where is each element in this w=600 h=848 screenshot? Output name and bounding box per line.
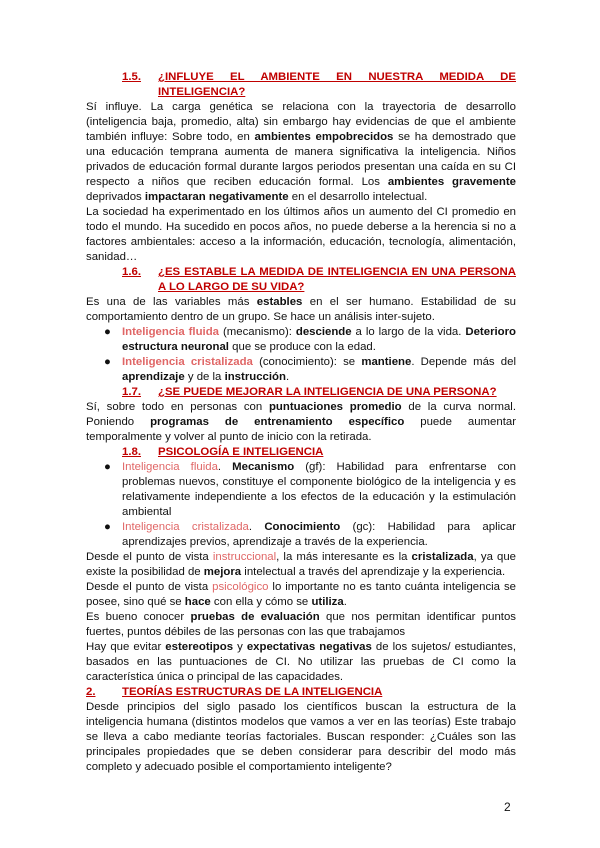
section-heading-1-5 [122,70,516,100]
section-title: ¿ES ESTABLE LA MEDIDA DE INTELIGENCIA EN UNA PERSONA A LO LARGO DE SU VIDA? [158,266,516,293]
stability-list [86,325,516,385]
section-title: TEORÍAS ESTRUCTURAS DE LA INTELIGENCIA [122,686,383,698]
list-item: ● Inteligencia fluida. Mecanismo (gf): Habilidad para enfrentarse con problemas nuevos, constituye el componente biológico de la inteligencia y es relativamente independiente a los efectos de la educación y la estimulación ambiental [104,461,516,518]
paragraph-environment: Sí influye. La carga genética se relaciona con la trayectoria de desarrollo (inteligencia baja, promedio, alta) sin embargo hay evidencias de que el ambiente también influye: Sobre todo, en ambientes empobrecidos se ha demostrado que una educación temprana aumenta de manera significativa la inteligencia. Niños privados de educación formal durante largos periodos presentan una caída en su CI respecto a niños que reciben educación formal. Los ambientes gravemente deprivados impactaran negativamente en el desarrollo intelectual. [86,101,517,203]
paragraph-improve: Sí, sobre todo en personas con puntuaciones promedio de la curva normal. Poniendo programas de entrenamiento específico puede aumentar temporalmente y volver al punto de inicio con la retirada. [86,401,516,443]
section-title: PSICOLOGÍA E INTELIGENCIA [158,446,324,458]
page-number: 2 [504,800,511,814]
bullet-icon: ● [104,461,111,473]
list-item: ● Inteligencia fluida (mecanismo): desciende a lo largo de la vida. Deterioro estructura neuronal que se produce con la edad. [104,326,517,353]
paragraph-instructional: Desde el punto de vista instruccional, la más interesante es la cristalizada, ya que existe la posibilidad de mejora intelectual a través del aprendizaje y la experiencia. [86,551,516,578]
section-heading-1-7 [122,385,516,400]
paragraph-evaluation: Es bueno conocer pruebas de evaluación que nos permitan identificar puntos fuertes, puntos débiles de las personas con las que trabajamos [86,611,516,638]
section-title: ¿INFLUYE EL AMBIENTE EN NUESTRA MEDIDA DE INTELIGENCIA? [158,71,516,98]
list-item: ● Inteligencia cristalizada (conocimiento): se mantiene. Depende más del aprendizaje y de la instrucción. [104,356,516,383]
section-heading-2 [86,685,516,700]
section-title: ¿SE PUEDE MEJORAR LA INTELIGENCIA DE UNA PERSONA? [158,386,497,398]
section-number: 1.6. [122,266,141,278]
section-heading-1-8 [122,445,516,460]
bullet-icon: ● [104,521,111,533]
list-item: ● Inteligencia cristalizada. Conocimiento (gc): Habilidad para aplicar aprendizajes previos, aprendizaje a través de la experiencia. [104,521,516,548]
section-number: 2. [86,686,96,698]
paragraph-stability: Es una de las variables más estables en el ser humano. Estabilidad de su comportamiento dentro de un grupo. Se hace un análisis inter-sujeto. [86,296,516,323]
bullet-icon: ● [104,356,111,368]
paragraph-stereotypes: Hay que evitar estereotipos y expectativas negativas de los sujetos/ estudiantes, basados en las puntuaciones de CI. No utilizar las pruebas de CI como la característica única o principal de las capacidades. [86,641,516,683]
psychology-list [86,460,516,550]
bullet-icon: ● [104,326,111,338]
section-number: 1.7. [122,386,141,398]
paragraph-flynn: La sociedad ha experimentado en los últimos años un aumento del CI promedio en todo el mundo. Ha sucedido en pocos años, no puede deberse a la herencia si no a factores ambientales: acceso a la información, educación, tecnología, alimentación, sanidad… [86,206,516,263]
paragraph-structures: Desde principios del siglo pasado los científicos buscan la estructura de la inteligencia humana (distintos modelos que vamos a ver en las teorías) Este trabajo se lleva a cabo mediante teorías factoriales. Buscan responder: ¿Cuáles son las principales propiedades que se deben considerar para describir del modo más completo y adecuado posible el comportamiento inteligente? [86,701,516,773]
section-heading-1-6 [122,265,516,295]
document-page [86,70,516,775]
section-number: 1.5. [122,71,141,83]
paragraph-psychological: Desde el punto de vista psicológico lo importante no es tanto cuánta inteligencia se posee, sino qué se hace con ella y cómo se utiliza. [86,581,516,608]
section-number: 1.8. [122,446,141,458]
